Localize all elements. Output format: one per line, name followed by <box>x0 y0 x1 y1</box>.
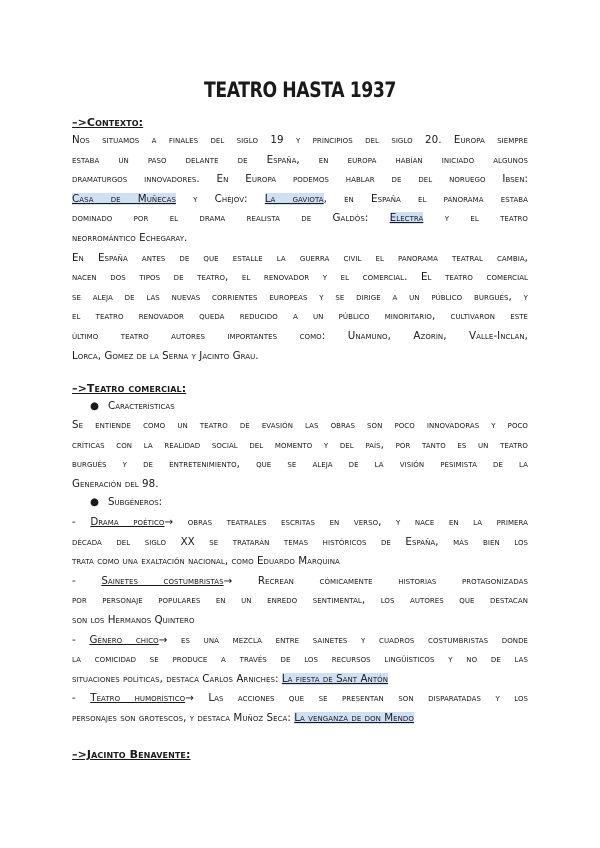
bullet-dot-icon: ● <box>90 496 99 508</box>
text-line: En España antes de que estalle la guerra civil el panorama teatral cambia, <box>72 251 528 264</box>
text-line: personajes son grotescos, y destaca Muñoz Seca: La venganza de don Mendo <box>72 711 414 724</box>
text-line: críticas con la realidad social del momento y del país, por tanto es un teatro <box>72 438 528 451</box>
text-line: estaba un paso delante de España, en europa habían iniciado algunos <box>72 153 528 166</box>
text-line: por personaje populares en un enredo sentimental, los autores que destacan <box>72 594 528 607</box>
link-la-venganza-de-don-mendo[interactable]: La venganza de don Mendo <box>294 711 414 724</box>
text-line: Lorca, Gomez de la Serna y Jacinto Grau. <box>72 349 259 362</box>
text-line: dominado por el drama realista de Galdós: Electra y el teatro <box>72 212 528 225</box>
text-line: - Teatro humorístico→ Las acciones que se presentan son disparatadas y los <box>72 692 528 705</box>
text-line: Generación del 98. <box>72 477 159 490</box>
caracteristicas-paragraph <box>72 416 528 494</box>
contexto-paragraph <box>72 131 528 366</box>
term-sainetes-costumbristas: Sainetes costumbristas <box>101 574 224 587</box>
text-line: la comicidad se produce a través de los recursos lingüísticos y no de las <box>72 653 528 666</box>
page-title: TEATRO HASTA 1937 <box>204 78 396 102</box>
term-drama-poetico: Drama poético <box>90 516 165 528</box>
text-line: el teatro renovador queda reducido a un público minoritario, cultivaron este <box>72 310 528 323</box>
link-electra[interactable]: Electra <box>389 212 424 225</box>
text-line: - Sainetes costumbristas→ Recrean cómicamente historias protagonizadas <box>72 574 528 587</box>
term-genero-chico: Género chico <box>89 633 159 646</box>
text-line: Nos situamos a finales del siglo 19 y principios del siglo 20. Europa siempre <box>72 134 528 146</box>
text-line: se aleja de las nuevas corrientes europeas y se dirige a un público burgués, y <box>72 290 528 303</box>
text-line: dramaturgos innovadores. En Europa podemos hablar de del noruego Ibsen: <box>72 173 528 186</box>
link-la-fiesta-de-sant-anton[interactable]: La fiesta de Sant Antón <box>281 672 389 685</box>
text-line: Casa de Muñecas y Chéjov: La gaviota, en España el panorama estaba <box>72 192 528 205</box>
text-line: década del siglo XX se tratarán temas históricos de España, más bien los <box>72 535 528 548</box>
text-line: - Drama poético→ obras teatrales escritas en verso, y nace en la primera <box>72 516 528 528</box>
link-casa-de-munecas[interactable]: Casa de Muñecas <box>72 192 176 205</box>
text-line: - Género chico→ es una mezcla entre sainetes y cuadros costumbristas donde <box>72 633 528 646</box>
text-line: trata como una exaltación nacional, como Eduardo Marquina <box>72 555 340 568</box>
text-line: Se entiende como un teatro de evasión las obras son poco innovadoras y poco <box>72 419 528 431</box>
text-line: situaciones políticas, destaca Carlos Arniches: La fiesta de Sant Antón <box>72 672 389 685</box>
text-line: nacen dos tipos de teatro, el renovador y el comercial. El teatro comercial <box>72 271 528 284</box>
subgeneros-paragraph <box>72 513 528 729</box>
section-heading-contexto: –>Contexto: <box>72 116 144 129</box>
section-heading-teatro-comercial: –>Teatro comercial: <box>72 382 187 395</box>
text-line: neorromántico Echegaray. <box>72 231 188 244</box>
bullet-dot-icon: ● <box>90 400 99 412</box>
text-line: último teatro autores importantes como: Unamuno, Azorín, Valle-Inclan, <box>72 329 528 342</box>
text-line: son los Hermanos Quintero <box>72 613 195 626</box>
link-la-gaviota[interactable]: La gaviota <box>264 192 324 205</box>
bullet-subgeneros: ● Subgéneros: <box>90 496 163 508</box>
term-teatro-humoristico: Teatro humorístico <box>90 692 186 705</box>
section-heading-jacinto-benavente: –>Jacinto Benavente: <box>72 748 191 761</box>
bullet-caracteristicas: ● Características <box>90 400 175 412</box>
text-line: burgués y de entretenimiento, que se aleja de la visión pesimista de la <box>72 458 528 471</box>
